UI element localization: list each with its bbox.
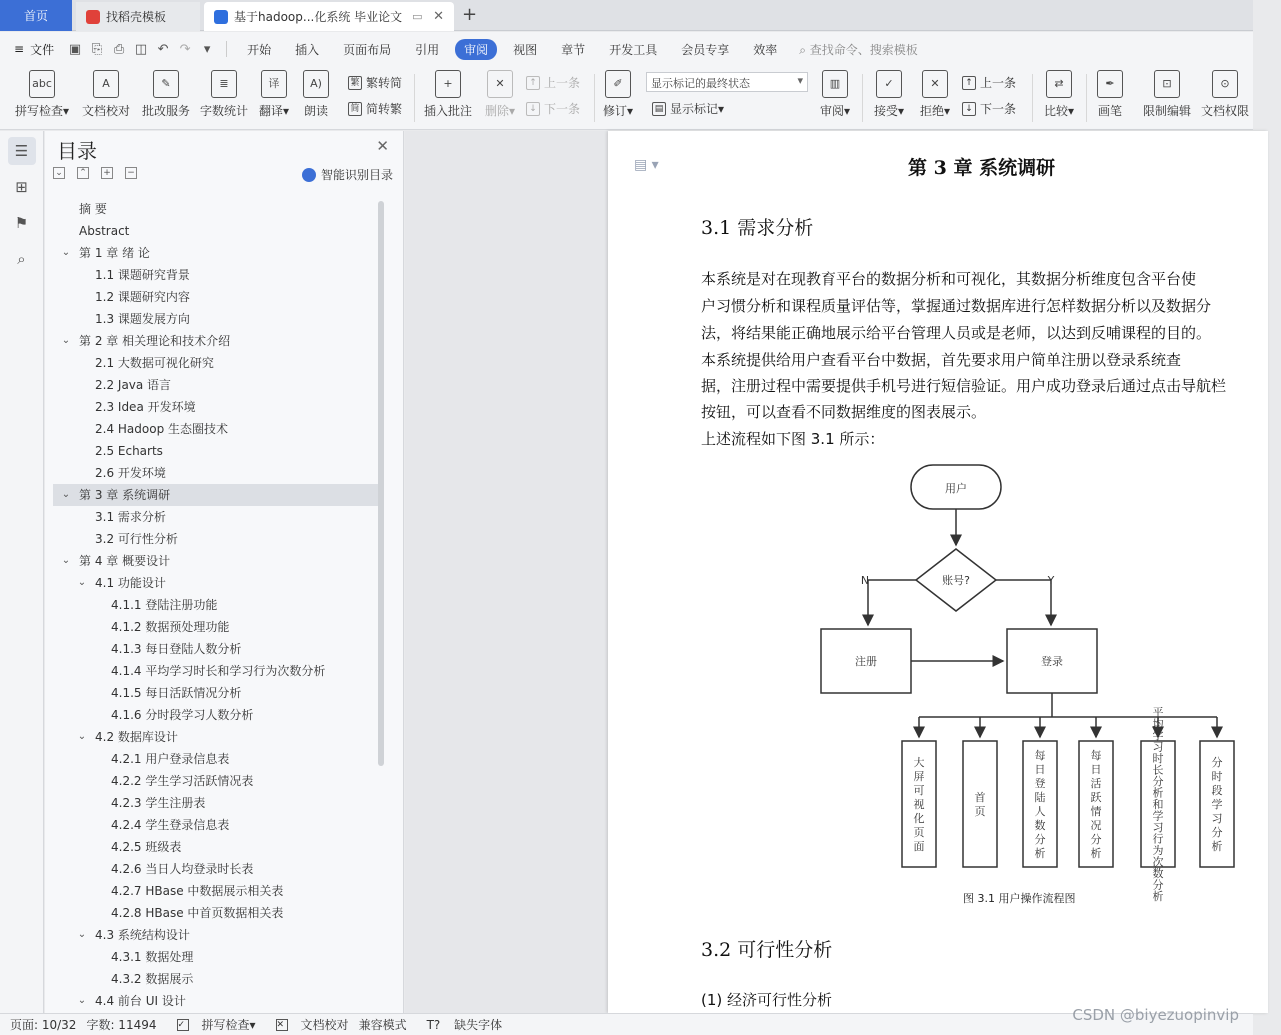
simp-to-trad-button[interactable]	[348, 100, 402, 117]
revise-label: 修订	[602, 104, 627, 118]
translate-icon: 译	[261, 70, 287, 98]
flow-label-user: 用户	[945, 482, 967, 495]
spell-check-icon: abc	[29, 70, 55, 98]
toc-item-label: 4.1.2 数据预处理功能	[111, 620, 230, 634]
toc-item-label: 2.3 Idea 开发环境	[95, 400, 196, 414]
lock-icon: ⊡	[1154, 70, 1180, 98]
review-service-button[interactable]	[140, 70, 192, 119]
menu-reference[interactable]: 引用	[415, 42, 440, 57]
export-icon[interactable]: ⎘	[91, 41, 103, 57]
ribbon-divider	[594, 74, 595, 122]
ribbon-divider	[1032, 74, 1033, 122]
insert-comment-label: 插入批注	[423, 104, 472, 118]
chevron-down-icon[interactable]: ⌄	[61, 247, 71, 258]
toc-item-label: 2.5 Echarts	[95, 444, 163, 458]
revise-icon: ✐	[605, 70, 631, 98]
ribbon-divider	[1086, 74, 1087, 122]
reject-label: 拒绝	[919, 104, 944, 118]
flow-label-leaf: 每日活跃情况分析	[1090, 749, 1102, 860]
toc-item[interactable]	[53, 968, 378, 990]
word-count-icon: ≣	[211, 70, 237, 98]
flow-leaves	[902, 706, 1234, 903]
word-count-label: 字数统计	[199, 104, 248, 118]
subsection-heading: (1) 经济可行性分析	[701, 991, 833, 1009]
prev-comment-label: 上一条	[544, 76, 581, 90]
file-menu[interactable]	[0, 41, 64, 58]
chapter-heading: 第 3 章 系统调研	[908, 157, 1056, 179]
toc-item[interactable]	[53, 858, 378, 880]
toc-item[interactable]	[53, 242, 378, 264]
word-count-button[interactable]	[198, 70, 250, 119]
toc-panel	[45, 131, 404, 1013]
toc-scrollbar[interactable]	[378, 201, 384, 766]
toc-item[interactable]	[53, 550, 378, 572]
toc-item[interactable]	[53, 528, 378, 550]
flow-label-n: N	[860, 574, 870, 587]
compare-icon: ⇄	[1046, 70, 1072, 98]
status-spell-check[interactable]: ✓ 拼写检查 ▾	[177, 1017, 256, 1032]
toc-item-label: 第 4 章 概要设计	[79, 554, 171, 568]
new-tab-icon[interactable]: +	[462, 4, 478, 25]
toc-item-label: 2.6 开发环境	[95, 466, 166, 480]
flow-label-y: Y	[1047, 574, 1055, 587]
toc-item[interactable]	[53, 924, 378, 946]
toc-item-label: 4.1.3 每日登陆人数分析	[111, 642, 242, 656]
chevron-down-icon[interactable]: ⌄	[77, 995, 87, 1006]
toc-item-label: 4.2.2 学生学习活跃情况表	[111, 774, 254, 788]
menu-member[interactable]: 会员专享	[681, 42, 730, 57]
compare-button[interactable]: ⇄ 比较▾	[1040, 70, 1078, 119]
show-markup-button[interactable]: ▤ 显示标记 ▾	[652, 100, 724, 117]
wps-writer-icon	[214, 10, 228, 24]
collapse-all-icon[interactable]: ⌃	[77, 167, 89, 179]
toc-item[interactable]	[53, 374, 378, 396]
trad-to-simp-button[interactable]	[348, 74, 402, 91]
docer-icon	[86, 10, 100, 24]
doc-proof-label: 文档校对	[81, 104, 130, 118]
file-menu-label: 文件	[30, 42, 55, 57]
spell-check-label: 拼写检查	[14, 104, 63, 118]
toc-item[interactable]	[53, 770, 378, 792]
section-heading-3-1: 3.1 需求分析	[701, 217, 814, 239]
toc-item[interactable]	[53, 484, 378, 506]
toc-item-label: 4.4 前台 UI 设计	[95, 994, 186, 1008]
tab-template-label: 找稻壳模板	[106, 10, 167, 24]
paragraph-line: 按钮，可以查看不同数据维度的图表展示。	[701, 403, 987, 421]
toc-item[interactable]	[53, 792, 378, 814]
menu-divider	[226, 41, 227, 57]
pen-icon: ✒	[1097, 70, 1123, 98]
toc-item-label: 1.1 课题研究背景	[95, 268, 190, 282]
chevron-down-icon[interactable]: ⌄	[77, 929, 87, 940]
flow-node-leaf	[963, 741, 997, 867]
preview-icon[interactable]: ◫	[134, 41, 148, 57]
smart-toc-label: 智能识别目录	[320, 168, 393, 182]
flow-label-account: 账号?	[942, 574, 970, 587]
toc-item-label: 摘 要	[79, 202, 107, 216]
close-icon[interactable]: ✕	[376, 137, 389, 155]
watermark: CSDN @biyezuopinvip	[1072, 1006, 1239, 1024]
spell-check-button[interactable]: abc 拼写检查▾	[12, 70, 72, 119]
toc-item-label: 1.3 课题发展方向	[95, 312, 190, 326]
toc-item[interactable]	[53, 902, 378, 924]
chevron-down-icon[interactable]: ⌄	[77, 577, 87, 588]
figure-caption: 图 3.1 用户操作流程图	[963, 892, 1076, 905]
accept-label: 接受	[873, 104, 898, 118]
toc-item[interactable]	[53, 506, 378, 528]
show-markup-icon: ▤	[652, 102, 666, 116]
toc-item-label: 4.2.1 用户登录信息表	[111, 752, 230, 766]
toc-item[interactable]	[53, 286, 378, 308]
toc-item-label: 4.2 数据库设计	[95, 730, 178, 744]
doc-proof-button[interactable]	[80, 70, 132, 119]
flow-label-login: 登录	[1041, 655, 1063, 668]
chapter-nav-icon[interactable]: ⊞	[15, 178, 28, 196]
review-pane-label: 审阅	[819, 104, 844, 118]
accept-icon: ✓	[876, 70, 902, 98]
status-proof[interactable]	[266, 1016, 349, 1033]
redo-icon[interactable]: ↷	[179, 41, 191, 57]
toc-item[interactable]	[53, 198, 378, 220]
flow-arrow	[996, 580, 1051, 625]
toc-panel-icon[interactable]: ☰	[8, 137, 36, 165]
toc-item[interactable]	[53, 682, 378, 704]
menu-developer[interactable]: 开发工具	[609, 42, 658, 57]
toc-item[interactable]	[53, 220, 378, 242]
toc-item[interactable]	[53, 638, 378, 660]
toc-item[interactable]	[53, 594, 378, 616]
chevron-down-icon[interactable]: ⌄	[61, 489, 71, 500]
document-area	[405, 131, 1253, 1013]
toc-item[interactable]	[53, 308, 378, 330]
word-count[interactable]: 字数: 11494	[86, 1018, 157, 1032]
toc-item-label: 4.2.7 HBase 中数据展示相关表	[111, 884, 284, 898]
toc-list	[53, 198, 378, 1008]
document-page[interactable]	[608, 131, 1268, 1013]
command-search-label: 查找命令、搜索模板	[809, 42, 918, 57]
toc-item-label: 4.1.6 分时段学习人数分析	[111, 708, 254, 722]
prev-change-icon: ↑	[962, 76, 976, 90]
show-markup-label: 显示标记	[670, 102, 719, 116]
remove-heading-icon[interactable]: −	[125, 167, 137, 179]
proof-status-icon: ✕	[276, 1019, 288, 1031]
undo-icon[interactable]: ↶	[157, 41, 169, 57]
page-menu-icon[interactable]: ▤ ▾	[634, 157, 659, 173]
toc-item[interactable]	[53, 440, 378, 462]
restrict-edit-button[interactable]	[1140, 70, 1194, 119]
status-bar	[0, 1013, 1253, 1035]
smart-toc-icon	[302, 168, 316, 182]
toc-item[interactable]	[53, 264, 378, 286]
toc-item-label: Abstract	[79, 224, 130, 238]
translate-label: 翻译	[258, 104, 283, 118]
ribbon-review	[0, 66, 1253, 130]
next-comment-button[interactable]	[526, 100, 580, 117]
pen-label: 画笔	[1097, 104, 1122, 118]
proof-icon: A	[93, 70, 119, 98]
insert-comment-button[interactable]	[422, 70, 474, 119]
flow-label-leaf: 大屏可视化页面	[913, 756, 925, 853]
chevron-down-icon[interactable]: ⌄	[61, 335, 71, 346]
prev-comment-button[interactable]	[526, 74, 580, 91]
close-icon[interactable]: ✕	[433, 9, 444, 24]
toc-item[interactable]	[53, 396, 378, 418]
paragraph-line: 法，将结果能正确地展示给平台管理人员或是老师，以达到反哺课程的目的。	[701, 324, 1212, 342]
read-aloud-label: 朗读	[303, 104, 328, 118]
toc-item-label: 4.2.5 班级表	[111, 840, 182, 854]
comment-plus-icon: +	[435, 70, 461, 98]
toc-item-label: 4.1 功能设计	[95, 576, 166, 590]
status-proof-label: 文档校对	[300, 1018, 349, 1032]
paragraph-line: 本系统是对在现教育平台的数据分析和可视化，其数据分析维度包含平台使	[701, 270, 1197, 288]
toc-item-label: 2.1 大数据可视化研究	[95, 356, 214, 370]
restrict-edit-label: 限制编辑	[1142, 104, 1191, 118]
review-pane-icon: ▥	[822, 70, 848, 98]
page-indicator[interactable]: 页面: 10/32	[10, 1018, 77, 1032]
accept-button[interactable]: ✓ 接受▾	[870, 70, 908, 119]
review-service-label: 批改服务	[141, 104, 190, 118]
menu-start[interactable]: 开始	[247, 42, 272, 57]
font-icon: T?	[426, 1017, 441, 1032]
tab-home-label: 首页	[23, 9, 48, 23]
ribbon-divider	[862, 74, 863, 122]
next-change-icon: ↓	[962, 102, 976, 116]
next-change-label: 下一条	[980, 102, 1017, 116]
toc-item-label: 3.1 需求分析	[95, 510, 166, 524]
toc-item[interactable]	[53, 946, 378, 968]
add-heading-icon[interactable]: +	[101, 167, 113, 179]
chevron-down-icon[interactable]: ⌄	[61, 555, 71, 566]
prev-icon: ↑	[526, 76, 540, 90]
tab-home[interactable]	[0, 0, 72, 31]
toc-item-label: 第 3 章 系统调研	[79, 488, 171, 502]
paragraph-line: 本系统提供给用户查看平台中数据，首先要求用户简单注册以登录系统查	[701, 351, 1182, 369]
hamburger-icon: ≡	[14, 42, 25, 56]
search-icon[interactable]: ⌕	[17, 250, 26, 268]
toc-item-label: 4.2.3 学生注册表	[111, 796, 206, 810]
doc-permission-label: 文档权限	[1200, 104, 1249, 118]
flow-label-leaf: 分时段学习分析	[1211, 756, 1223, 853]
toc-item-label: 第 1 章 绪 论	[79, 246, 150, 260]
paragraph-line: 据，注册过程中需要提供手机号进行短信验证。用户成功登录后通过点击导航栏	[701, 377, 1227, 395]
print-icon[interactable]: ⎙	[113, 41, 125, 57]
ribbon-divider	[414, 74, 415, 122]
toc-item-label: 1.2 课题研究内容	[95, 290, 190, 304]
chevron-down-icon[interactable]: ⌄	[77, 731, 87, 742]
toc-item[interactable]	[53, 352, 378, 374]
toc-item-label: 4.3.2 数据展示	[111, 972, 194, 986]
expand-all-icon[interactable]: ⌄	[53, 167, 65, 179]
review-service-icon: ✎	[153, 70, 179, 98]
menu-bar	[0, 32, 1253, 66]
simp-icon: 简	[348, 102, 362, 116]
toc-item-label: 4.1.5 每日活跃情况分析	[111, 686, 242, 700]
tab-document-label: 基于hadoop...化系统 毕业论文	[234, 10, 403, 24]
toc-item-label: 4.1.4 平均学习时长和学习行为次数分析	[111, 664, 326, 678]
bookmark-icon[interactable]: ⚑	[14, 214, 29, 232]
flow-label-leaf: 每日登陆人数分析	[1034, 749, 1046, 860]
toc-item[interactable]	[53, 660, 378, 682]
checkbox-icon: ✓	[177, 1019, 189, 1031]
pen-button[interactable]	[1094, 70, 1126, 119]
prev-change-label: 上一条	[980, 76, 1017, 90]
toc-item[interactable]	[53, 814, 378, 836]
toc-item-label: 3.2 可行性分析	[95, 532, 178, 546]
read-aloud-button[interactable]	[300, 70, 332, 119]
reject-icon: ✕	[922, 70, 948, 98]
menu-layout[interactable]: 页面布局	[343, 42, 392, 57]
trad-icon: 繁	[348, 76, 362, 90]
toc-item[interactable]	[53, 748, 378, 770]
menu-review[interactable]: 审阅	[455, 39, 497, 60]
toc-item[interactable]	[53, 704, 378, 726]
toc-item[interactable]	[53, 836, 378, 858]
toc-item-label: 4.3.1 数据处理	[111, 950, 194, 964]
screen-icon[interactable]: ▭	[412, 10, 423, 23]
status-spell-label: 拼写检查	[201, 1018, 250, 1032]
flow-label-leaf: 首页	[974, 791, 986, 818]
review-pane-button[interactable]: ▥ 审阅▾	[816, 70, 854, 119]
toc-item-label: 4.2.6 当日人均登录时长表	[111, 862, 254, 876]
save-icon[interactable]: ▣	[68, 41, 82, 57]
toc-item[interactable]	[53, 616, 378, 638]
next-change-button[interactable]	[962, 100, 1016, 117]
permission-icon: ⊙	[1212, 70, 1238, 98]
toc-item-label: 第 2 章 相关理论和技术介绍	[79, 334, 231, 348]
translate-button[interactable]: 译 翻译▾	[256, 70, 292, 119]
menu-efficiency[interactable]: 效率	[753, 42, 778, 57]
toc-tools	[53, 167, 137, 179]
compare-label: 比较	[1043, 104, 1068, 118]
compat-mode: 兼容模式	[358, 1018, 407, 1032]
revise-button[interactable]: ✐ 修订▾	[600, 70, 636, 119]
tab-bar	[0, 0, 1253, 31]
missing-font[interactable]	[417, 1016, 503, 1033]
next-comment-label: 下一条	[544, 102, 581, 116]
toc-item-label: 4.2.8 HBase 中首页数据相关表	[111, 906, 284, 920]
paragraph-line: 上述流程如下图 3.1 所示：	[701, 430, 885, 448]
comment-delete-icon: ✕	[487, 70, 513, 98]
paragraph-line: 户习惯分析和课程质量评估等，掌握通过数据库进行怎样数据分析以及数据分	[701, 297, 1212, 315]
menu-insert[interactable]: 插入	[295, 42, 320, 57]
command-search[interactable]	[799, 41, 918, 58]
toc-item-label: 4.2.4 学生登录信息表	[111, 818, 230, 832]
toc-item-label: 2.4 Hadoop 生态圈技术	[95, 422, 229, 436]
menu-view[interactable]: 视图	[513, 42, 538, 57]
prev-change-button[interactable]	[962, 74, 1016, 91]
flow-arrow	[868, 580, 916, 625]
search-icon: ⌕	[799, 42, 806, 57]
tab-document[interactable]	[204, 2, 454, 31]
markup-state-select[interactable]: 显示标记的最终状态 ▾	[646, 72, 808, 92]
trad-label: 繁转简	[366, 76, 403, 90]
simp-label: 简转繁	[366, 102, 403, 116]
tab-template[interactable]	[76, 2, 200, 31]
toc-item[interactable]	[53, 880, 378, 902]
nav-strip	[0, 131, 44, 1013]
more-icon[interactable]: ▾	[203, 41, 211, 57]
reject-button[interactable]: ✕ 拒绝▾	[916, 70, 954, 119]
section-heading-3-2: 3.2 可行性分析	[701, 939, 833, 961]
doc-permission-button[interactable]	[1198, 70, 1252, 119]
toc-item[interactable]	[53, 726, 378, 748]
toc-item[interactable]	[53, 418, 378, 440]
toc-item[interactable]	[53, 330, 378, 352]
missing-font-label: 缺失字体	[454, 1018, 503, 1032]
next-icon: ↓	[526, 102, 540, 116]
smart-toc-button[interactable]	[302, 166, 393, 183]
flow-label-leaf: 平均学习时长分析和学习行为次数分析	[1152, 706, 1164, 903]
toc-item[interactable]	[53, 990, 378, 1012]
toc-item-label: 2.2 Java 语言	[95, 378, 172, 392]
menu-section[interactable]: 章节	[561, 42, 586, 57]
read-aloud-icon: A)	[303, 70, 329, 98]
toc-item[interactable]	[53, 572, 378, 594]
flow-label-register: 注册	[855, 655, 877, 668]
toc-item[interactable]	[53, 462, 378, 484]
toc-item-label: 4.1.1 登陆注册功能	[111, 598, 218, 612]
delete-comment-label: 删除	[484, 104, 509, 118]
toc-item-label: 4.3 系统结构设计	[95, 928, 190, 942]
toc-title: 目录	[57, 139, 97, 163]
delete-comment-button[interactable]: ✕ 删除▾	[482, 70, 518, 119]
